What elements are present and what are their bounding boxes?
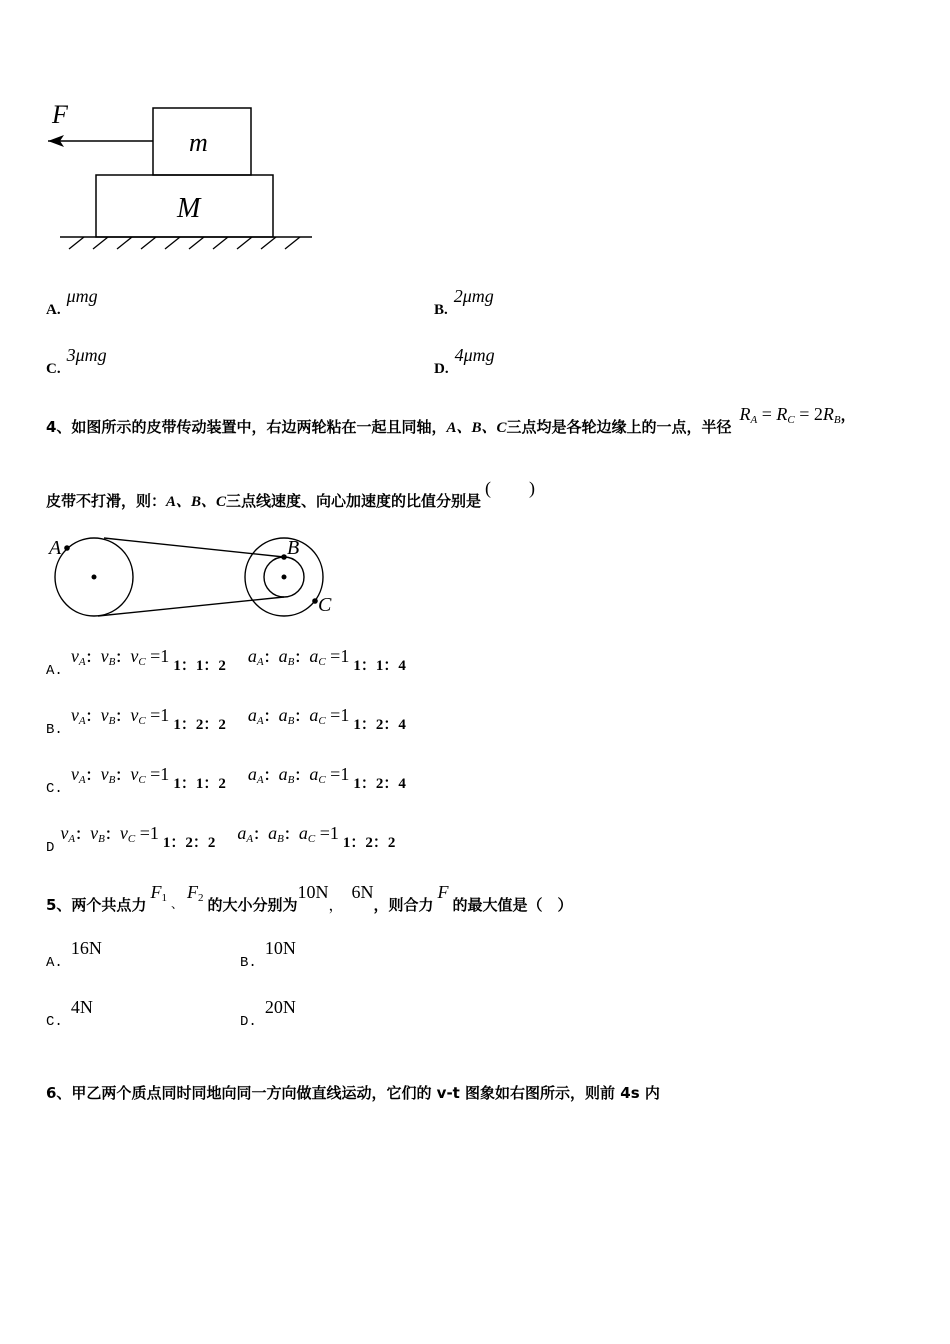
q3-option-b [434, 286, 494, 318]
a-ratio: 1：2：2 [342, 835, 396, 851]
block-diagram [40, 95, 330, 255]
option-value: 4N [70, 997, 93, 1017]
q4-answer-paren: ( ) [485, 478, 536, 498]
point-b-label: B [287, 537, 300, 559]
v-ratio: 1：1：2 [173, 658, 226, 674]
ground-hatch [69, 237, 300, 249]
q4-points: A、B、C [446, 420, 507, 436]
q3-option-d [434, 345, 495, 377]
a-ratio: 1：2：4 [353, 717, 406, 733]
point-c-label: C [318, 594, 332, 616]
option-label: D. [434, 361, 449, 377]
q4-option-c: C. $v_A$：$v_B$：$v_C =1$ 1：1：2 $a_A$：$a_B$：$a_C =1$ 1：2：4 [46, 764, 406, 797]
q5-option-a: A. 16N [46, 938, 102, 971]
belt-top [104, 538, 284, 557]
q4-text: 4、如图所示的皮带传动装置中，右边两轮粘在一起且同轴， [46, 418, 447, 436]
bottom-block-label: M [177, 193, 201, 224]
force-label: F [52, 100, 68, 129]
belt-drive-diagram [40, 530, 340, 625]
q5-option-b: B. 10N [240, 938, 296, 971]
q5-value-1: 10N [297, 882, 329, 902]
q6-stem: 6、甲乙两个质点同时同地向同一方向做直线运动，它们的 v-t 图象如右图所示，则前 4s 内 [46, 1084, 660, 1102]
point-a-label: A [49, 537, 62, 559]
option-label: B. [434, 302, 448, 318]
v-ratio: 1：2：2 [173, 717, 226, 733]
q5-option-d: D. 20N [240, 997, 296, 1030]
option-expr: 2μmg [453, 286, 494, 306]
v-ratio: 1：1：2 [173, 776, 226, 792]
q5-stem: 5、两个共点力 $F_1$ $_、$ $F_2$ 的大小分别为10N， 6N，则合力 F 的最大值是（ ） [46, 882, 573, 914]
q4-option-b: B. $v_A$：$v_B$：$v_C =1$ 1：2：2 $a_A$：$a_B$：$a_C =1$ 1：2：4 [46, 705, 406, 738]
q4-text: 三点均是各轮边缘上的一点，半径 [506, 418, 732, 436]
q4-line2 [46, 478, 536, 510]
q4-points: A、B、C [166, 494, 227, 510]
a-ratio: 1：1：4 [353, 658, 406, 674]
q4-text: 三点线速度、向心加速度的比值分别是 [226, 492, 482, 510]
q4-option-a: A. $v_A$：$v_B$：$v_C =1$ 1：1：2 $a_A$：$a_B$：$a_C =1$ 1：1：4 [46, 646, 406, 679]
top-block-label: m [189, 128, 208, 157]
q5-value-2: 6N [351, 882, 374, 902]
option-label: C. [46, 361, 61, 377]
q4-radius-formula: $R_A = R_C = 2R_B$， [739, 404, 856, 426]
option-expr: 4μmg [454, 345, 495, 365]
option-value: 20N [264, 997, 296, 1017]
v-ratio: 1：2：2 [162, 835, 216, 851]
q3-option-c [46, 345, 107, 377]
q5-option-c: C. 4N [46, 997, 93, 1030]
q4-option-d: D $v_A$：$v_B$：$v_C =1$ 1：2：2 $a_A$：$a_B$：$a_C =1$ 1：2：2 [46, 823, 396, 856]
q4-text: 皮带不打滑，则： [46, 492, 167, 510]
option-expr: μmg [66, 286, 98, 306]
option-value: 10N [264, 938, 296, 958]
option-value: 16N [70, 938, 102, 958]
option-label: A. [46, 302, 61, 318]
q3-option-a [46, 286, 98, 318]
q4-line1 [46, 404, 856, 444]
option-expr: 3μmg [66, 345, 107, 365]
a-ratio: 1：2：4 [353, 776, 406, 792]
